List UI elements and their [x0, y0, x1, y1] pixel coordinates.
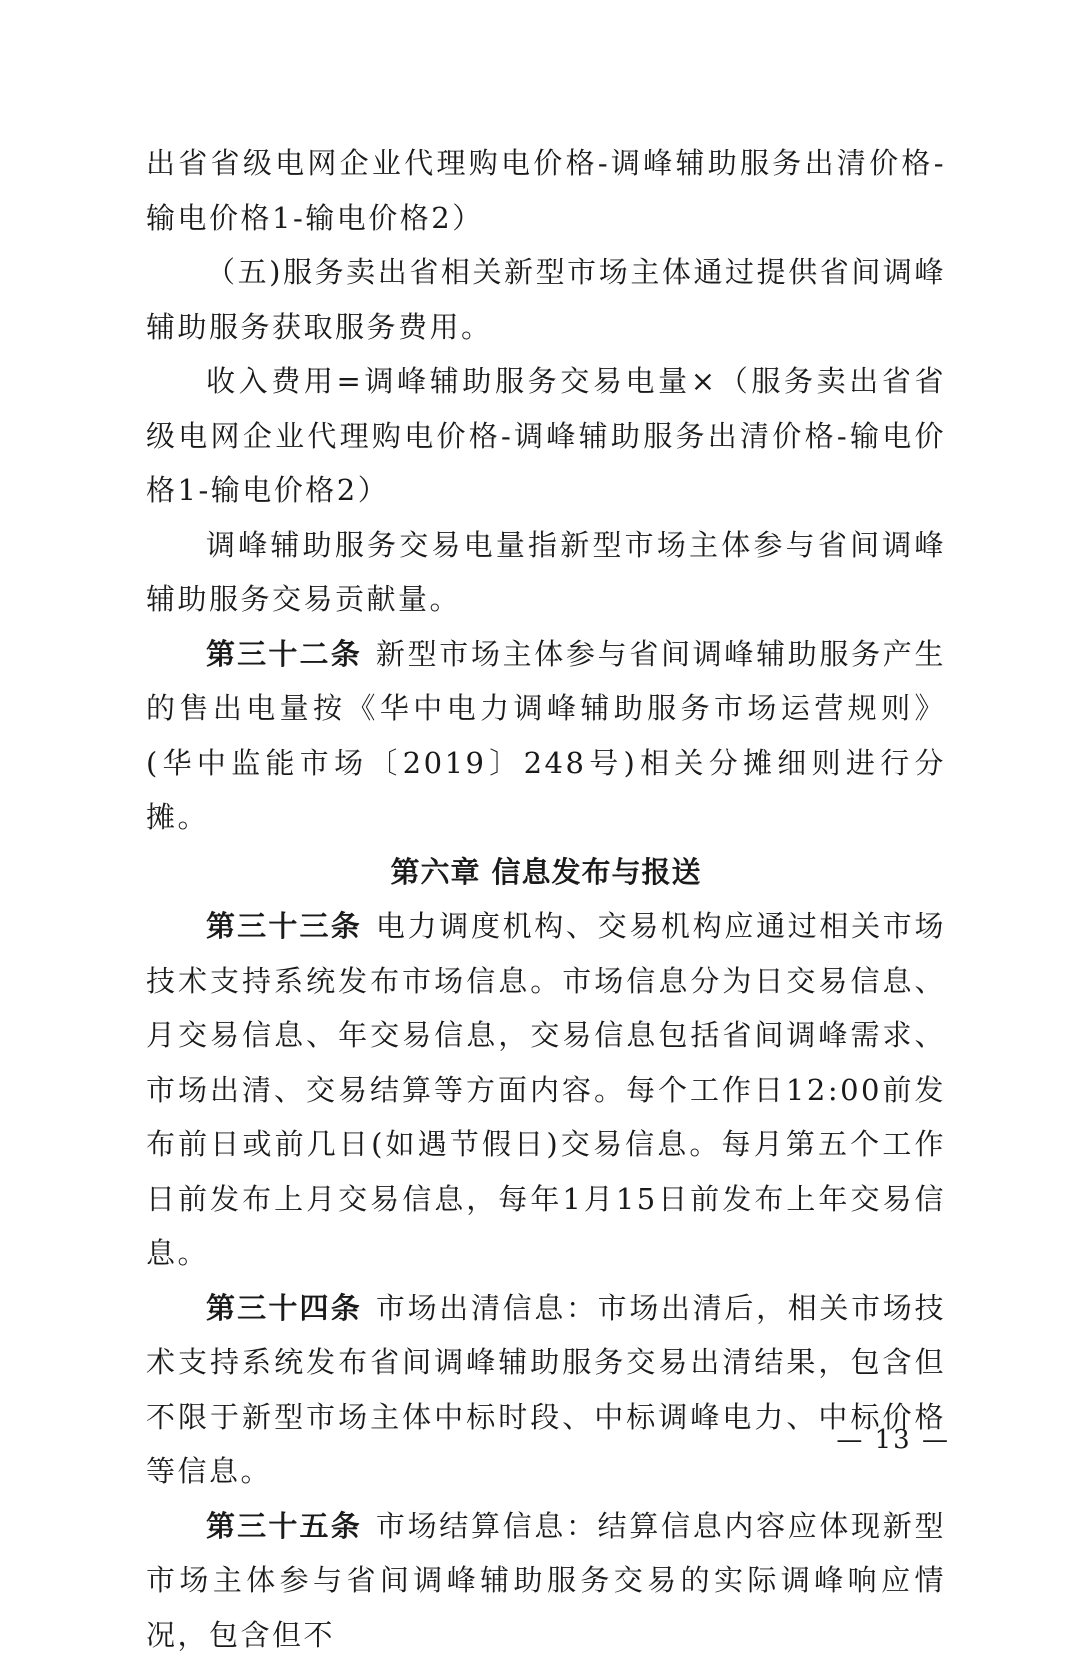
article-text: 市场出清信息：市场出清后，相关市场技术支持系统发布省间调峰辅助服务交易出清结果，包含但不限于新型市场主体中标时段、中标调峰电力、中标价格等信息。	[146, 1291, 946, 1489]
article-text: 电力调度机构、交易机构应通过相关市场技术支持系统发布市场信息。市场信息分为日交易信息、月交易信息、年交易信息，交易信息包括省间调峰需求、市场出清、交易结算等方面内容。每个工作日12:00前发布前日或前几日(如遇节假日)交易信息。每月第五个工作日前发布上月交易信息，每年1月15日前发布上年交易信息。	[146, 909, 946, 1270]
paragraph-text: 收入费用=调峰辅助服务交易电量×（服务卖出省省级电网企业代理购电价格-调峰辅助服务出清价格-输电价格1-输电价格2）	[146, 364, 946, 507]
article-number: 第三十四条	[206, 1291, 362, 1325]
article-text: 新型市场主体参与省间调峰辅助服务产生的售出电量按《华中电力调峰辅助服务市场运营规则》(华中监能市场〔2019〕248号)相关分摊细则进行分摊。	[146, 637, 946, 835]
article-number: 第三十二条	[206, 637, 362, 671]
paragraph-text: 调峰辅助服务交易电量指新型市场主体参与省间调峰辅助服务交易贡献量。	[146, 528, 946, 617]
paragraph-text: （五)服务卖出省相关新型市场主体通过提供省间调峰辅助服务获取服务费用。	[146, 255, 946, 344]
paragraph-text: 出省省级电网企业代理购电价格-调峰辅助服务出清价格-输电价格1-输电价格2）	[146, 146, 946, 235]
page-number: — 13 —	[836, 1425, 950, 1455]
paragraph-continuation	[146, 136, 946, 245]
article-32	[146, 627, 946, 845]
article-34	[146, 1281, 946, 1499]
paragraph-income-formula	[146, 354, 946, 518]
article-number: 第三十五条	[206, 1509, 362, 1543]
article-number: 第三十三条	[206, 909, 362, 943]
article-33	[146, 899, 946, 1281]
paragraph-definition	[146, 518, 946, 627]
document-body	[146, 136, 946, 1662]
article-text: 市场结算信息：结算信息内容应体现新型市场主体参与省间调峰辅助服务交易的实际调峰响应情况，包含但不	[146, 1509, 946, 1652]
paragraph-item-five	[146, 245, 946, 354]
chapter-heading: 第六章 信息发布与报送	[146, 845, 946, 900]
article-35	[146, 1499, 946, 1662]
